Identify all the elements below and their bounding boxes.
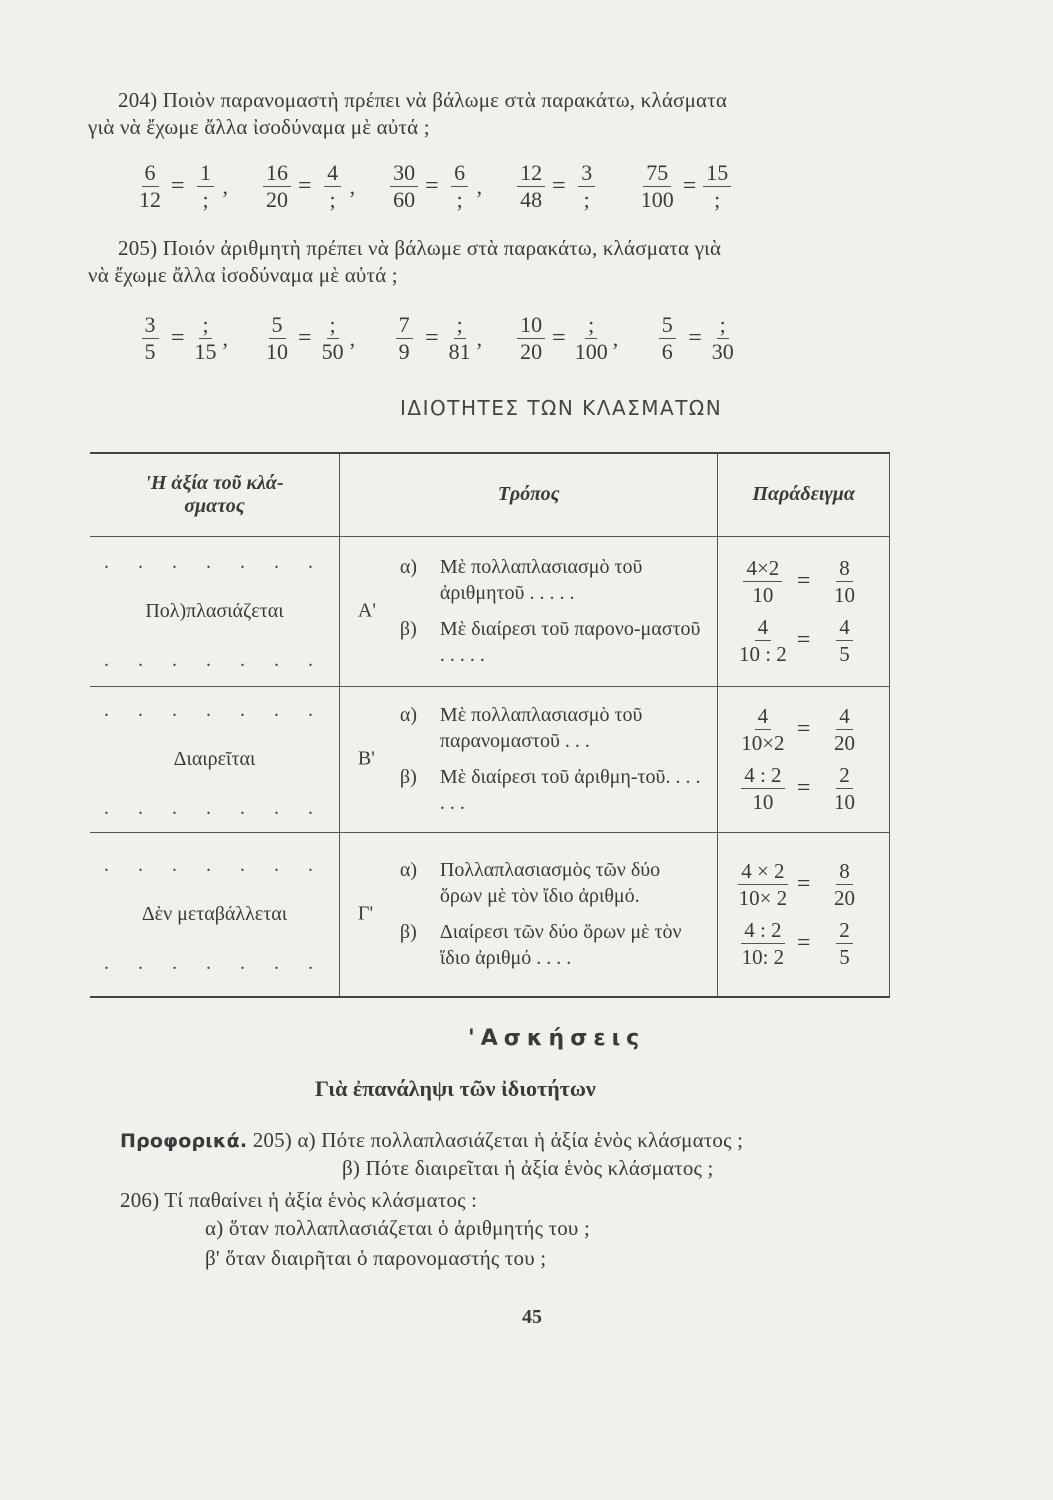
denominator: 20 <box>833 731 855 755</box>
separator: , <box>222 325 229 351</box>
numerator: 4 <box>324 160 341 187</box>
example-equation <box>718 917 889 970</box>
dots: . . . . . . . <box>103 550 325 573</box>
exercises-title: 'Ασκήσεις <box>468 1026 646 1051</box>
fraction-equation <box>135 312 228 365</box>
left-fraction <box>262 312 292 365</box>
method-cell <box>339 832 717 997</box>
right-fraction <box>445 312 475 365</box>
oral-label: Προφορικά. <box>120 1130 248 1152</box>
exercise-204-text-cont: γιὰ νὰ ἔχωμε ἄλλα ἰσοδύναμα μὲ αὐτά ; <box>88 115 430 139</box>
right-fraction <box>318 160 348 213</box>
method-marker: β) <box>399 766 417 788</box>
example-equation <box>718 762 889 815</box>
example-equation <box>718 703 889 756</box>
numerator: 4 <box>836 703 853 730</box>
exercise-204-text: 204) Ποιὸν παρανομαστὴ πρέπει νὰ βάλωμε στὰ παρακάτω, κλάσματα <box>118 88 728 112</box>
fraction-properties-table <box>90 452 890 998</box>
fraction-equation <box>262 160 355 213</box>
denominator: 48 <box>520 187 543 212</box>
dots: . . . . . . . <box>103 648 325 671</box>
separator: , <box>476 173 483 199</box>
dots: . . . . . . . <box>103 853 325 876</box>
method-marker: β) <box>399 921 417 944</box>
question-206: 206) Τί παθαίνει ἡ ἀξία ἑνὸς κλάσματος : <box>120 1188 478 1212</box>
value-label: Πολ)πλασιάζεται <box>145 599 284 622</box>
right-fraction <box>702 160 732 213</box>
denominator: 10 : 2 <box>738 642 787 666</box>
fraction-equation <box>389 160 482 213</box>
numerator: 5 <box>659 312 676 339</box>
table-header-row <box>90 453 890 536</box>
example-equation <box>718 614 889 667</box>
numerator: 12 <box>517 160 545 187</box>
denominator: 10: 2 <box>741 945 785 970</box>
numerator: ; <box>454 312 466 339</box>
example-left-fraction <box>735 762 791 815</box>
example-left-fraction <box>735 917 791 970</box>
denominator: ; <box>456 187 463 212</box>
denominator: ; <box>583 187 590 212</box>
denominator: 5 <box>839 642 850 666</box>
denominator: ; <box>329 187 336 212</box>
denominator: 10 <box>752 583 774 607</box>
example-equation <box>718 555 889 608</box>
method-item <box>400 554 717 606</box>
right-fraction <box>708 312 738 365</box>
method-item <box>400 616 717 668</box>
question-205b: β) Πότε διαιρεῖται ἡ ἀξία ἑνὸς κλάσματος ; <box>342 1156 714 1180</box>
numerator: 4 : 2 <box>741 917 784 944</box>
denominator: 5 <box>144 339 156 364</box>
equals-sign: = <box>298 325 312 351</box>
header-value: 'Η ἀξία τοῦ κλά-σματος <box>90 453 339 536</box>
left-fraction <box>135 312 165 365</box>
question-206a: α) ὅταν πολλαπλασιάζεται ὁ ἀριθμητής του ; <box>205 1216 591 1240</box>
table-row <box>90 832 890 997</box>
method-item <box>400 857 717 909</box>
example-right-fraction <box>816 858 872 911</box>
numerator: 16 <box>263 160 291 187</box>
numerator: 3 <box>142 312 159 339</box>
fraction-equation <box>135 160 228 213</box>
separator: , <box>222 173 229 199</box>
denominator: 10 <box>266 339 289 364</box>
method-marker: α) <box>399 704 418 726</box>
numerator: 30 <box>390 160 418 187</box>
method-text: Διαίρεσι τῶν δύο ὅρων μὲ τὸν ἴδιο ἀριθμό . . . . <box>439 921 682 970</box>
question-205a: 205) α) Πότε πολλαπλασιάζεται ἡ ἀξία ἑνὸς κλάσματος ; <box>252 1128 744 1152</box>
equals-sign: = <box>552 325 566 351</box>
fraction-equation <box>262 312 355 365</box>
right-fraction <box>191 312 221 365</box>
method-text: Μὲ διαίρεσι τοῦ παρονο-μαστοῦ . . . . . <box>439 618 701 666</box>
method-text: Μὲ διαίρεσι τοῦ ἀριθμη-τοῦ. . . . . . . <box>439 766 701 814</box>
denominator: ; <box>714 187 721 212</box>
equals-sign: = <box>552 173 566 199</box>
denominator: 5 <box>839 945 850 970</box>
numerator: 4×2 <box>743 555 782 582</box>
numerator: ; <box>327 312 339 339</box>
right-fraction <box>318 312 348 365</box>
denominator: 10 <box>752 790 774 814</box>
review-title: Γιὰ ἐπανάληψι τῶν ἰδιοτήτων <box>315 1076 596 1101</box>
value-label: Δὲν μεταβάλλεται <box>141 902 288 925</box>
numerator: 4 <box>836 614 853 641</box>
equals-sign: = <box>171 325 185 351</box>
method-text: Μὲ πολλαπλασιασμὸ τοῦ παρανομαστοῦ . . . <box>439 704 643 752</box>
right-fraction <box>191 160 221 213</box>
equals-sign: = <box>796 716 811 742</box>
denominator: 20 <box>833 886 855 911</box>
fraction-equation <box>652 312 740 365</box>
method-item <box>400 702 717 754</box>
denominator: 20 <box>520 339 543 364</box>
numerator: 15 <box>703 160 731 187</box>
denominator: 6 <box>661 339 673 364</box>
right-fraction <box>445 160 475 213</box>
example-left-fraction <box>735 555 791 608</box>
left-fraction <box>262 160 292 213</box>
equals-sign: = <box>688 325 702 351</box>
separator: , <box>349 325 356 351</box>
equals-sign: = <box>796 775 811 801</box>
denominator: 20 <box>266 187 289 212</box>
denominator: 50 <box>321 339 344 364</box>
numerator: 4 <box>755 703 772 730</box>
example-left-fraction <box>735 703 791 756</box>
numerator: 1 <box>197 160 214 187</box>
numerator: 5 <box>269 312 286 339</box>
group-letter: Β' <box>357 747 375 770</box>
example-right-fraction <box>816 703 872 756</box>
method-item <box>400 764 717 816</box>
numerator: 4 <box>755 614 772 641</box>
example-cell <box>718 686 890 832</box>
method-cell <box>339 686 717 832</box>
numerator: ; <box>585 312 597 339</box>
left-fraction <box>652 312 682 365</box>
left-fraction <box>135 160 165 213</box>
left-fraction <box>389 160 419 213</box>
oral-question-205a <box>120 1128 743 1153</box>
left-fraction <box>516 312 546 365</box>
denominator: 10× 2 <box>738 886 788 911</box>
equals-sign: = <box>796 627 811 653</box>
method-marker: α) <box>399 556 418 578</box>
numerator: 8 <box>836 858 853 885</box>
numerator: 3 <box>578 160 595 187</box>
denominator: 81 <box>448 339 471 364</box>
equals-sign: = <box>682 173 697 199</box>
fraction-equation <box>638 160 735 213</box>
right-fraction <box>572 312 611 365</box>
group-letter: Α' <box>357 599 376 622</box>
method-item <box>400 919 717 971</box>
left-fraction <box>389 312 419 365</box>
example-right-fraction <box>816 555 872 608</box>
denominator: 60 <box>393 187 416 212</box>
equals-sign: = <box>171 173 185 199</box>
separator: , <box>349 173 356 199</box>
numerator: 75 <box>643 160 671 187</box>
equals-sign: = <box>796 930 811 957</box>
denominator: 30 <box>711 339 734 364</box>
example-cell <box>718 832 890 997</box>
question-206b: β' ὅταν διαιρῆται ὁ παρονομαστής του ; <box>205 1246 547 1270</box>
denominator: 9 <box>398 339 410 364</box>
denominator: ; <box>202 187 209 212</box>
numerator: 4 × 2 <box>738 858 787 885</box>
separator: , <box>476 325 483 351</box>
exercise-204-fractions <box>135 160 768 213</box>
left-fraction <box>638 160 677 213</box>
method-text: Μὲ πολλαπλασιασμὸ τοῦ ἀριθμητοῦ . . . . . <box>439 556 643 604</box>
right-fraction <box>572 160 602 213</box>
exercise-205-text-cont: νὰ ἔχωμε ἄλλα ἰσοδύναμα μὲ αὐτά ; <box>88 263 398 287</box>
numerator: 7 <box>396 312 413 339</box>
section-title: ΙΔΙΟΤΗΤΕΣ ΤΩΝ ΚΛΑΣΜΑΤΩΝ <box>400 396 723 420</box>
example-right-fraction <box>816 762 872 815</box>
fraction-equation <box>516 312 618 365</box>
exercise-205-fractions <box>135 312 774 365</box>
numerator: 10 <box>517 312 545 339</box>
table-row <box>90 536 890 686</box>
numerator: ; <box>717 312 729 339</box>
example-left-fraction <box>735 858 791 911</box>
equals-sign: = <box>796 568 811 594</box>
header-method: Τρόπος <box>339 453 717 536</box>
equals-sign: = <box>425 173 439 199</box>
denominator: 100 <box>574 339 608 364</box>
example-equation <box>718 858 889 911</box>
method-cell <box>339 536 717 686</box>
denominator: 10 <box>833 790 855 814</box>
numerator: 2 <box>836 917 853 944</box>
value-cell <box>90 832 339 997</box>
separator: , <box>612 325 619 351</box>
dots: . . . . . . . <box>103 796 325 819</box>
left-fraction <box>516 160 546 213</box>
method-text: Πολλαπλασιασμὸς τῶν δύο ὅρων μὲ τὸν ἴδιο ἀριθμό. <box>439 859 661 908</box>
numerator: 8 <box>836 555 853 582</box>
fraction-equation <box>516 160 604 213</box>
value-cell <box>90 536 339 686</box>
example-right-fraction <box>816 614 872 667</box>
numerator: 2 <box>836 762 853 789</box>
numerator: ; <box>199 312 211 339</box>
value-label: Διαιρεῖται <box>173 747 256 770</box>
exercise-205-text: 205) Ποιόν ἀριθμητὴ πρέπει νὰ βάλωμε στὰ παρακάτω, κλάσματα γιὰ <box>118 236 722 260</box>
example-left-fraction <box>735 614 791 667</box>
table-body <box>90 536 890 997</box>
table-row <box>90 686 890 832</box>
header-example: Παράδειγμα <box>718 453 890 536</box>
example-right-fraction <box>816 917 872 970</box>
method-marker: α) <box>399 859 418 882</box>
denominator: 12 <box>139 187 161 212</box>
numerator: 6 <box>451 160 468 187</box>
equals-sign: = <box>796 871 811 898</box>
denominator: 100 <box>640 187 674 212</box>
equals-sign: = <box>425 325 439 351</box>
denominator: 15 <box>194 339 217 364</box>
page-number: 45 <box>522 1306 542 1328</box>
fraction-equation <box>389 312 482 365</box>
denominator: 10 <box>833 583 855 607</box>
denominator: 10×2 <box>741 731 785 755</box>
group-letter: Γ' <box>357 902 374 925</box>
equals-sign: = <box>298 173 312 199</box>
numerator: 6 <box>142 160 159 187</box>
method-marker: β) <box>399 618 417 640</box>
value-cell <box>90 686 339 832</box>
numerator: 4 : 2 <box>741 762 784 789</box>
dots: . . . . . . . <box>103 951 325 974</box>
dots: . . . . . . . <box>103 698 325 721</box>
example-cell <box>718 536 890 686</box>
